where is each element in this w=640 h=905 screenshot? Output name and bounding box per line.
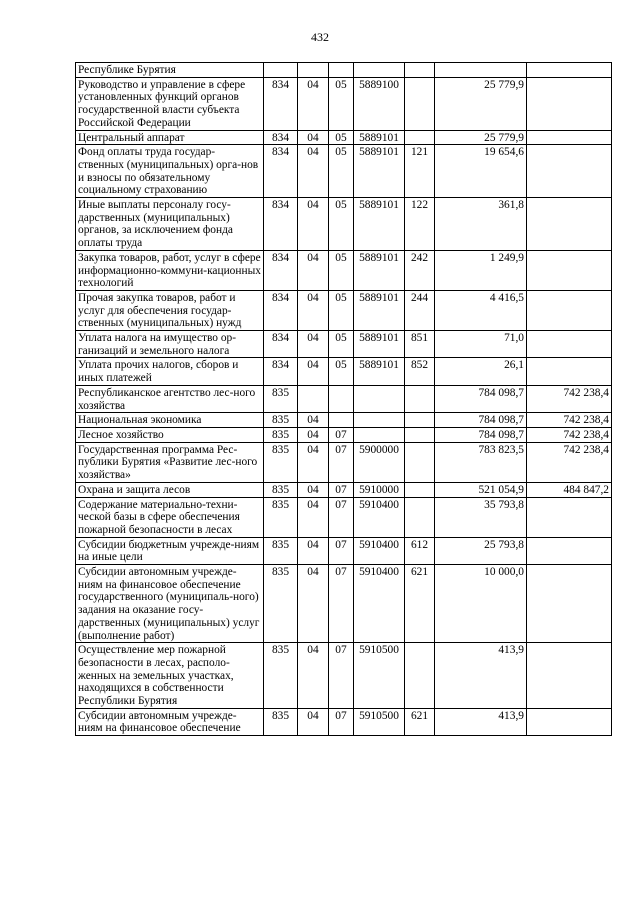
target-article-cell: 5889101 xyxy=(354,358,405,385)
target-article-cell: 5889101 xyxy=(354,250,405,290)
amount-secondary-cell: 484 847,2 xyxy=(527,482,612,497)
item-name-cell: Закупка товаров, работ, услуг в сфере информационно-коммуни-кационных технологий xyxy=(76,250,264,290)
table-row xyxy=(76,442,612,482)
target-article-cell xyxy=(354,427,405,442)
table-row xyxy=(76,643,612,709)
subsection-code-cell: 05 xyxy=(329,331,354,358)
ministry-code-cell xyxy=(264,63,298,78)
section-code-cell: 04 xyxy=(298,427,329,442)
section-code-cell: 04 xyxy=(298,250,329,290)
table-row xyxy=(76,385,612,412)
ministry-code-cell: 834 xyxy=(264,250,298,290)
expense-type-cell: 621 xyxy=(405,708,435,735)
section-code-cell: 04 xyxy=(298,198,329,251)
amount-secondary-cell xyxy=(527,643,612,709)
subsection-code-cell: 07 xyxy=(329,643,354,709)
target-article-cell: 5910400 xyxy=(354,537,405,564)
subsection-code-cell xyxy=(329,385,354,412)
section-code-cell: 04 xyxy=(298,537,329,564)
section-code-cell: 04 xyxy=(298,442,329,482)
amount-secondary-cell xyxy=(527,145,612,198)
amount-cell: 35 793,8 xyxy=(435,497,527,537)
amount-secondary-cell: 742 238,4 xyxy=(527,413,612,428)
budget-table xyxy=(75,62,612,736)
subsection-code-cell: 05 xyxy=(329,358,354,385)
ministry-code-cell: 835 xyxy=(264,708,298,735)
target-article-cell: 5910400 xyxy=(354,497,405,537)
section-code-cell: 04 xyxy=(298,331,329,358)
item-name-cell: Руководство и управление в сфере установленных функций органов государственной власти субъекта Российской Федерации xyxy=(76,77,264,130)
subsection-code-cell xyxy=(329,413,354,428)
amount-cell: 25 793,8 xyxy=(435,537,527,564)
subsection-code-cell: 05 xyxy=(329,145,354,198)
amount-secondary-cell xyxy=(527,358,612,385)
item-name-cell: Фонд оплаты труда государ-ственных (муниципальных) орга-нов и взносы по обязательному социальному страхованию xyxy=(76,145,264,198)
amount-cell: 25 779,9 xyxy=(435,77,527,130)
item-name-cell: Иные выплаты персоналу госу-дарственных (муниципальных) органов, за исключением фонда оплаты труда xyxy=(76,198,264,251)
table-row xyxy=(76,565,612,643)
item-name-cell: Республиканское агентство лес-ного хозяйства xyxy=(76,385,264,412)
table-row xyxy=(76,497,612,537)
subsection-code-cell: 07 xyxy=(329,482,354,497)
item-name-cell: Прочая закупка товаров, работ и услуг для обеспечения государ-ственных (муниципальных) нужд xyxy=(76,290,264,330)
expense-type-cell xyxy=(405,385,435,412)
expense-type-cell xyxy=(405,497,435,537)
section-code-cell: 04 xyxy=(298,77,329,130)
ministry-code-cell: 835 xyxy=(264,413,298,428)
ministry-code-cell: 834 xyxy=(264,358,298,385)
subsection-code-cell: 07 xyxy=(329,497,354,537)
ministry-code-cell: 834 xyxy=(264,331,298,358)
section-code-cell: 04 xyxy=(298,290,329,330)
section-code-cell: 04 xyxy=(298,482,329,497)
expense-type-cell xyxy=(405,413,435,428)
amount-secondary-cell xyxy=(527,290,612,330)
table-body xyxy=(76,63,612,736)
amount-cell: 19 654,6 xyxy=(435,145,527,198)
amount-secondary-cell xyxy=(527,63,612,78)
amount-cell: 784 098,7 xyxy=(435,427,527,442)
expense-type-cell xyxy=(405,427,435,442)
subsection-code-cell: 05 xyxy=(329,77,354,130)
expense-type-cell: 242 xyxy=(405,250,435,290)
table-row xyxy=(76,331,612,358)
amount-secondary-cell xyxy=(527,537,612,564)
item-name-cell: Содержание материально-техни-ческой базы в сфере обеспечения пожарной безопасности в лесах xyxy=(76,497,264,537)
item-name-cell: Государственная программа Рес-публики Бурятия «Развитие лес-ного хозяйства» xyxy=(76,442,264,482)
item-name-cell: Национальная экономика xyxy=(76,413,264,428)
amount-secondary-cell: 742 238,4 xyxy=(527,442,612,482)
section-code-cell: 04 xyxy=(298,497,329,537)
amount-cell: 521 054,9 xyxy=(435,482,527,497)
table-row xyxy=(76,290,612,330)
section-code-cell xyxy=(298,385,329,412)
ministry-code-cell: 834 xyxy=(264,130,298,145)
amount-secondary-cell: 742 238,4 xyxy=(527,385,612,412)
table-row xyxy=(76,130,612,145)
expense-type-cell xyxy=(405,442,435,482)
ministry-code-cell: 834 xyxy=(264,290,298,330)
subsection-code-cell: 07 xyxy=(329,442,354,482)
target-article-cell: 5889101 xyxy=(354,331,405,358)
amount-secondary-cell: 742 238,4 xyxy=(527,427,612,442)
ministry-code-cell: 835 xyxy=(264,442,298,482)
page-number: 432 xyxy=(311,30,329,44)
subsection-code-cell: 07 xyxy=(329,537,354,564)
subsection-code-cell xyxy=(329,63,354,78)
ministry-code-cell: 834 xyxy=(264,145,298,198)
ministry-code-cell: 835 xyxy=(264,427,298,442)
expense-type-cell: 852 xyxy=(405,358,435,385)
amount-cell: 10 000,0 xyxy=(435,565,527,643)
section-code-cell: 04 xyxy=(298,643,329,709)
amount-cell: 413,9 xyxy=(435,643,527,709)
amount-secondary-cell xyxy=(527,198,612,251)
item-name-cell: Субсидии бюджетным учрежде-ниям на иные цели xyxy=(76,537,264,564)
target-article-cell: 5889100 xyxy=(354,77,405,130)
item-name-cell: Уплата прочих налогов, сборов и иных платежей xyxy=(76,358,264,385)
section-code-cell: 04 xyxy=(298,565,329,643)
expense-type-cell xyxy=(405,482,435,497)
section-code-cell: 04 xyxy=(298,708,329,735)
target-article-cell: 5900000 xyxy=(354,442,405,482)
expense-type-cell: 851 xyxy=(405,331,435,358)
target-article-cell xyxy=(354,63,405,78)
expense-type-cell: 244 xyxy=(405,290,435,330)
table-row xyxy=(76,482,612,497)
amount-cell: 71,0 xyxy=(435,331,527,358)
amount-cell: 26,1 xyxy=(435,358,527,385)
ministry-code-cell: 834 xyxy=(264,198,298,251)
table-row xyxy=(76,250,612,290)
subsection-code-cell: 05 xyxy=(329,198,354,251)
item-name-cell: Республике Бурятия xyxy=(76,63,264,78)
item-name-cell: Уплата налога на имущество ор-ганизаций и земельного налога xyxy=(76,331,264,358)
subsection-code-cell: 07 xyxy=(329,427,354,442)
table-row xyxy=(76,63,612,78)
amount-cell xyxy=(435,63,527,78)
item-name-cell: Осуществление мер пожарной безопасности в лесах, располо-женных на земельных участках, находящихся в собственности Республики Бурятия xyxy=(76,643,264,709)
item-name-cell: Субсидии автономным учрежде-ниям на финансовое обеспечение xyxy=(76,708,264,735)
ministry-code-cell: 835 xyxy=(264,385,298,412)
target-article-cell: 5889101 xyxy=(354,145,405,198)
amount-cell: 784 098,7 xyxy=(435,385,527,412)
expense-type-cell: 121 xyxy=(405,145,435,198)
expense-type-cell: 122 xyxy=(405,198,435,251)
subsection-code-cell: 07 xyxy=(329,565,354,643)
table-row xyxy=(76,198,612,251)
amount-secondary-cell xyxy=(527,497,612,537)
ministry-code-cell: 835 xyxy=(264,482,298,497)
item-name-cell: Лесное хозяйство xyxy=(76,427,264,442)
amount-cell: 25 779,9 xyxy=(435,130,527,145)
table-row xyxy=(76,358,612,385)
section-code-cell: 04 xyxy=(298,413,329,428)
table-row xyxy=(76,145,612,198)
table-row xyxy=(76,537,612,564)
target-article-cell: 5910500 xyxy=(354,708,405,735)
target-article-cell xyxy=(354,385,405,412)
ministry-code-cell: 835 xyxy=(264,497,298,537)
item-name-cell: Субсидии автономным учрежде-ниям на финансовое обеспечение государственного (муниципаль-ного) задания на оказание госу-дарственных (муниципальных) услуг (выполнение работ) xyxy=(76,565,264,643)
ministry-code-cell: 835 xyxy=(264,537,298,564)
amount-secondary-cell xyxy=(527,331,612,358)
subsection-code-cell: 07 xyxy=(329,708,354,735)
table-row xyxy=(76,427,612,442)
target-article-cell: 5910400 xyxy=(354,565,405,643)
amount-cell: 413,9 xyxy=(435,708,527,735)
subsection-code-cell: 05 xyxy=(329,290,354,330)
target-article-cell: 5889101 xyxy=(354,130,405,145)
expense-type-cell xyxy=(405,643,435,709)
table-row xyxy=(76,413,612,428)
amount-secondary-cell xyxy=(527,250,612,290)
amount-secondary-cell xyxy=(527,77,612,130)
expense-type-cell xyxy=(405,63,435,78)
section-code-cell xyxy=(298,63,329,78)
table-row xyxy=(76,708,612,735)
item-name-cell: Охрана и защита лесов xyxy=(76,482,264,497)
target-article-cell: 5889101 xyxy=(354,198,405,251)
target-article-cell: 5910500 xyxy=(354,643,405,709)
amount-cell: 784 098,7 xyxy=(435,413,527,428)
ministry-code-cell: 835 xyxy=(264,565,298,643)
expense-type-cell xyxy=(405,77,435,130)
ministry-code-cell: 835 xyxy=(264,643,298,709)
table-row xyxy=(76,77,612,130)
amount-cell: 783 823,5 xyxy=(435,442,527,482)
amount-cell: 1 249,9 xyxy=(435,250,527,290)
section-code-cell: 04 xyxy=(298,145,329,198)
expense-type-cell: 621 xyxy=(405,565,435,643)
expense-type-cell xyxy=(405,130,435,145)
target-article-cell xyxy=(354,413,405,428)
amount-secondary-cell xyxy=(527,708,612,735)
section-code-cell: 04 xyxy=(298,358,329,385)
section-code-cell: 04 xyxy=(298,130,329,145)
target-article-cell: 5889101 xyxy=(354,290,405,330)
subsection-code-cell: 05 xyxy=(329,250,354,290)
amount-secondary-cell xyxy=(527,130,612,145)
subsection-code-cell: 05 xyxy=(329,130,354,145)
target-article-cell: 5910000 xyxy=(354,482,405,497)
ministry-code-cell: 834 xyxy=(264,77,298,130)
expense-type-cell: 612 xyxy=(405,537,435,564)
amount-secondary-cell xyxy=(527,565,612,643)
amount-cell: 361,8 xyxy=(435,198,527,251)
item-name-cell: Центральный аппарат xyxy=(76,130,264,145)
amount-cell: 4 416,5 xyxy=(435,290,527,330)
